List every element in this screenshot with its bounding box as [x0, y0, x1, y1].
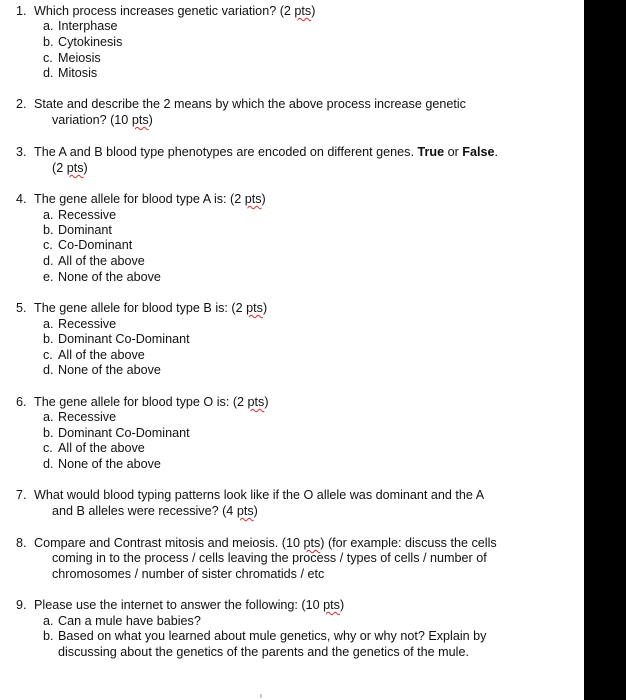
question-number: 1.: [16, 4, 27, 18]
option-text: Recessive: [58, 317, 117, 331]
pts-spellcheck: pts: [303, 536, 321, 550]
option-text: Co-Dominant: [58, 238, 133, 252]
question-text: Which process increases genetic variation? (2 pts): [34, 4, 316, 18]
option-text: Meiosis: [58, 51, 101, 65]
question-text-cont: (2 pts): [52, 161, 88, 175]
pts-spellcheck: pts: [247, 395, 265, 409]
scan-artifact: [260, 694, 262, 698]
option-letter: c.: [43, 441, 53, 455]
option-letter: a.: [43, 19, 54, 33]
pts-spellcheck: pts: [244, 192, 262, 206]
question-number: 5.: [16, 301, 27, 315]
option-letter: a.: [43, 614, 54, 628]
question-text-cont: chromosomes / number of sister chromatids / etc: [52, 567, 325, 581]
question-number: 7.: [16, 488, 27, 502]
question-text: Please use the internet to answer the following: (10 pts): [34, 598, 345, 612]
option-text: Based on what you learned about mule genetics, why or why not? Explain by: [58, 629, 487, 643]
question-number: 9.: [16, 598, 27, 612]
question-text: The gene allele for blood type B is: (2 pts): [34, 301, 268, 315]
question-number: 2.: [16, 97, 27, 111]
option-letter: d.: [43, 363, 54, 377]
option-text: Recessive: [58, 208, 117, 222]
question-number: 4.: [16, 192, 27, 206]
pts-spellcheck: pts: [131, 113, 149, 127]
option-letter: a.: [43, 317, 54, 331]
option-letter: b.: [43, 35, 54, 49]
option-text: None of the above: [58, 270, 161, 284]
option-text: Recessive: [58, 410, 117, 424]
option-text: Dominant: [58, 223, 112, 237]
option-text: Dominant Co-Dominant: [58, 426, 190, 440]
option-letter: d.: [43, 457, 54, 471]
question-text: The gene allele for blood type A is: (2 pts): [34, 192, 266, 206]
question-text-cont: coming in to the process / cells leaving the process / types of cells / number of: [52, 551, 487, 565]
question-number: 8.: [16, 536, 27, 550]
option-text: Interphase: [58, 19, 118, 33]
option-text: Can a mule have babies?: [58, 614, 201, 628]
option-text: All of the above: [58, 441, 145, 455]
option-letter: b.: [43, 629, 54, 643]
option-text: All of the above: [58, 348, 145, 362]
question-number: 6.: [16, 395, 27, 409]
option-text: Mitosis: [58, 66, 98, 80]
question-text: The gene allele for blood type O is: (2 pts): [34, 395, 269, 409]
option-letter: b.: [43, 223, 54, 237]
pts-spellcheck: pts: [294, 4, 312, 18]
true-word: True: [417, 145, 445, 159]
question-text: Compare and Contrast mitosis and meiosis. (10 pts) (for example: discuss the cells: [34, 536, 497, 550]
pts-spellcheck: pts: [66, 161, 84, 175]
option-letter: b.: [43, 332, 54, 346]
option-text: None of the above: [58, 457, 161, 471]
option-letter: c.: [43, 348, 53, 362]
false-word: False: [462, 145, 495, 159]
option-text: Dominant Co-Dominant: [58, 332, 190, 346]
right-black-border: [584, 0, 626, 700]
option-letter: a.: [43, 410, 54, 424]
pts-spellcheck: pts: [246, 301, 263, 315]
option-letter: c.: [43, 238, 53, 252]
option-text: Cytokinesis: [58, 35, 123, 49]
option-letter: a.: [43, 208, 54, 222]
option-letter: c.: [43, 51, 53, 65]
pts-spellcheck: pts: [323, 598, 340, 612]
question-text-cont: and B alleles were recessive? (4 pts): [52, 504, 258, 518]
question-number: 3.: [16, 145, 27, 159]
question-text: What would blood typing patterns look like if the O allele was dominant and the A: [34, 488, 485, 502]
option-text-cont: discussing about the genetics of the parents and the genetics of the mule.: [58, 645, 469, 659]
question-text: State and describe the 2 means by which the above process increase genetic: [34, 97, 466, 111]
option-letter: d.: [43, 254, 54, 268]
option-text: All of the above: [58, 254, 145, 268]
option-letter: e.: [43, 270, 54, 284]
option-letter: b.: [43, 426, 54, 440]
pts-spellcheck: pts: [236, 504, 254, 518]
option-text: None of the above: [58, 363, 161, 377]
question-text: The A and B blood type phenotypes are encoded on different genes. True or False.: [34, 145, 499, 159]
question-text-cont: variation? (10 pts): [52, 113, 153, 127]
option-letter: d.: [43, 66, 54, 80]
